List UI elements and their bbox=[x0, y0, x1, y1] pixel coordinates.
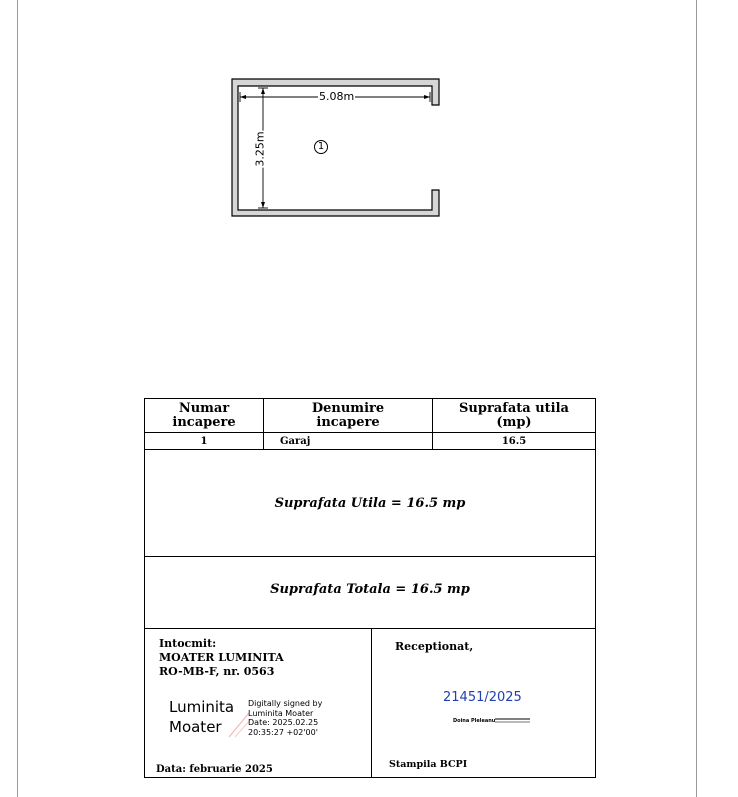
signature-name-first: Luminita bbox=[169, 698, 235, 716]
signature-detail-1: Digitally signed by bbox=[248, 699, 323, 708]
row-numar: 1 bbox=[200, 436, 208, 447]
receptionat-signer: Doina Pleleanu bbox=[453, 718, 496, 724]
height-dimension-label: 3.25m bbox=[253, 131, 267, 167]
room-table bbox=[144, 398, 596, 778]
signature-detail-3: Date: 2025.02.25 bbox=[248, 718, 319, 727]
floor-plan bbox=[0, 0, 738, 300]
suprafata-totala-total: Suprafata Totala = 16.5 mp bbox=[270, 582, 470, 597]
intocmit-name: MOATER LUMINITA bbox=[159, 651, 284, 664]
row-suprafata: 16.5 bbox=[501, 436, 527, 447]
signature-name-last: Moater bbox=[169, 718, 222, 736]
signature-detail-2: Luminita Moater bbox=[248, 708, 314, 718]
header-suprafata-utila: Suprafata utila (mp) bbox=[459, 401, 569, 430]
signer-signature-icon bbox=[495, 717, 531, 725]
width-dimension-label: 5.08m bbox=[319, 90, 355, 103]
header-numar-incapere: Numar incapere bbox=[172, 401, 236, 430]
intocmit-label: Intocmit: bbox=[159, 637, 217, 650]
signature-detail-4: 20:35:27 +02'00' bbox=[248, 727, 318, 737]
room-number-marker: 1 bbox=[314, 140, 328, 154]
row-denumire: Garaj bbox=[280, 436, 311, 447]
intocmit-registration: RO-MB-F, nr. 0563 bbox=[159, 665, 275, 678]
stampila-label: Stampila BCPI bbox=[389, 759, 468, 770]
digital-signature bbox=[169, 697, 329, 741]
header-denumire-incapere: Denumire incapere bbox=[311, 401, 385, 430]
suprafata-utila-total: Suprafata Utila = 16.5 mp bbox=[274, 496, 466, 511]
intocmit-date: Data: februarie 2025 bbox=[156, 764, 273, 775]
receptionat-label: Receptionat, bbox=[395, 640, 474, 653]
registration-number: 21451/2025 bbox=[443, 690, 522, 705]
